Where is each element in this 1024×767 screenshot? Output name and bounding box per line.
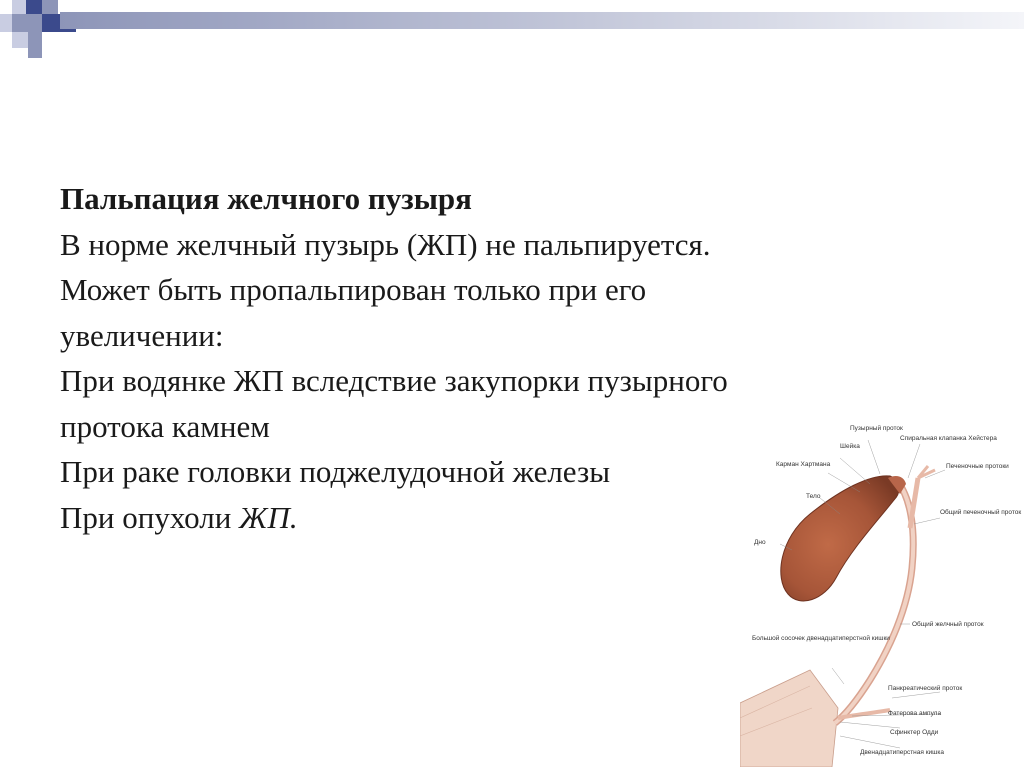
header-gradient-bar — [60, 12, 1024, 29]
corner-decoration — [0, 0, 90, 70]
label-fundus: Дно — [754, 539, 766, 546]
slide-title: Пальпация желчного пузыря — [60, 181, 472, 216]
label-ampulla: Фатерова ампула — [888, 710, 942, 717]
deco-square — [28, 48, 42, 58]
label-spiral-valve: Спиральная клапанка Хейстера — [900, 435, 997, 442]
text-line: увеличении: — [60, 317, 224, 353]
deco-square — [12, 0, 26, 14]
label-pancreatic-duct: Панкреатический проток — [888, 685, 963, 692]
text-line: В норме желчный пузырь (ЖП) не пальпируется. — [60, 226, 711, 262]
text-line: Может быть пропальпирован только при его — [60, 272, 647, 307]
label-duodenum: Двенадцатиперстная кишка — [860, 749, 944, 756]
text-line: При раке головки поджелудочной железы — [60, 454, 611, 489]
gallbladder-illustration — [740, 418, 1024, 767]
deco-square — [42, 14, 58, 32]
deco-square — [12, 14, 42, 32]
gallbladder-organ — [781, 476, 906, 601]
label-oddi-sphincter: Сфинктер Одди — [890, 729, 939, 736]
duodenum-shape — [740, 670, 838, 767]
label-common-bile-duct: Общий желчный проток — [912, 621, 984, 628]
label-body: Тело — [806, 493, 821, 500]
deco-square — [0, 14, 12, 32]
deco-square — [12, 32, 28, 48]
deco-square — [42, 0, 58, 14]
text-line-start: При опухоли — [60, 499, 240, 535]
italic-abbreviation: ЖП. — [239, 499, 298, 535]
deco-square — [26, 0, 42, 14]
label-hartmann-pouch: Карман Хартмана — [776, 461, 831, 468]
label-neck: Шейка — [840, 443, 860, 450]
text-line: При водянке ЖП вследствие закупорки пузырного — [60, 363, 728, 398]
label-cystic-duct: Пузырный проток — [850, 425, 903, 432]
label-papilla: Большой сосочек двенадцатиперстной кишки — [752, 635, 890, 642]
deco-square — [28, 32, 42, 48]
text-line: протока камнем — [60, 408, 270, 444]
label-common-hepatic-duct: Общий печеночный проток — [940, 509, 1022, 516]
label-hepatic-ducts: Печеночные протоки — [946, 463, 1009, 470]
gallbladder-diagram — [740, 418, 1024, 767]
